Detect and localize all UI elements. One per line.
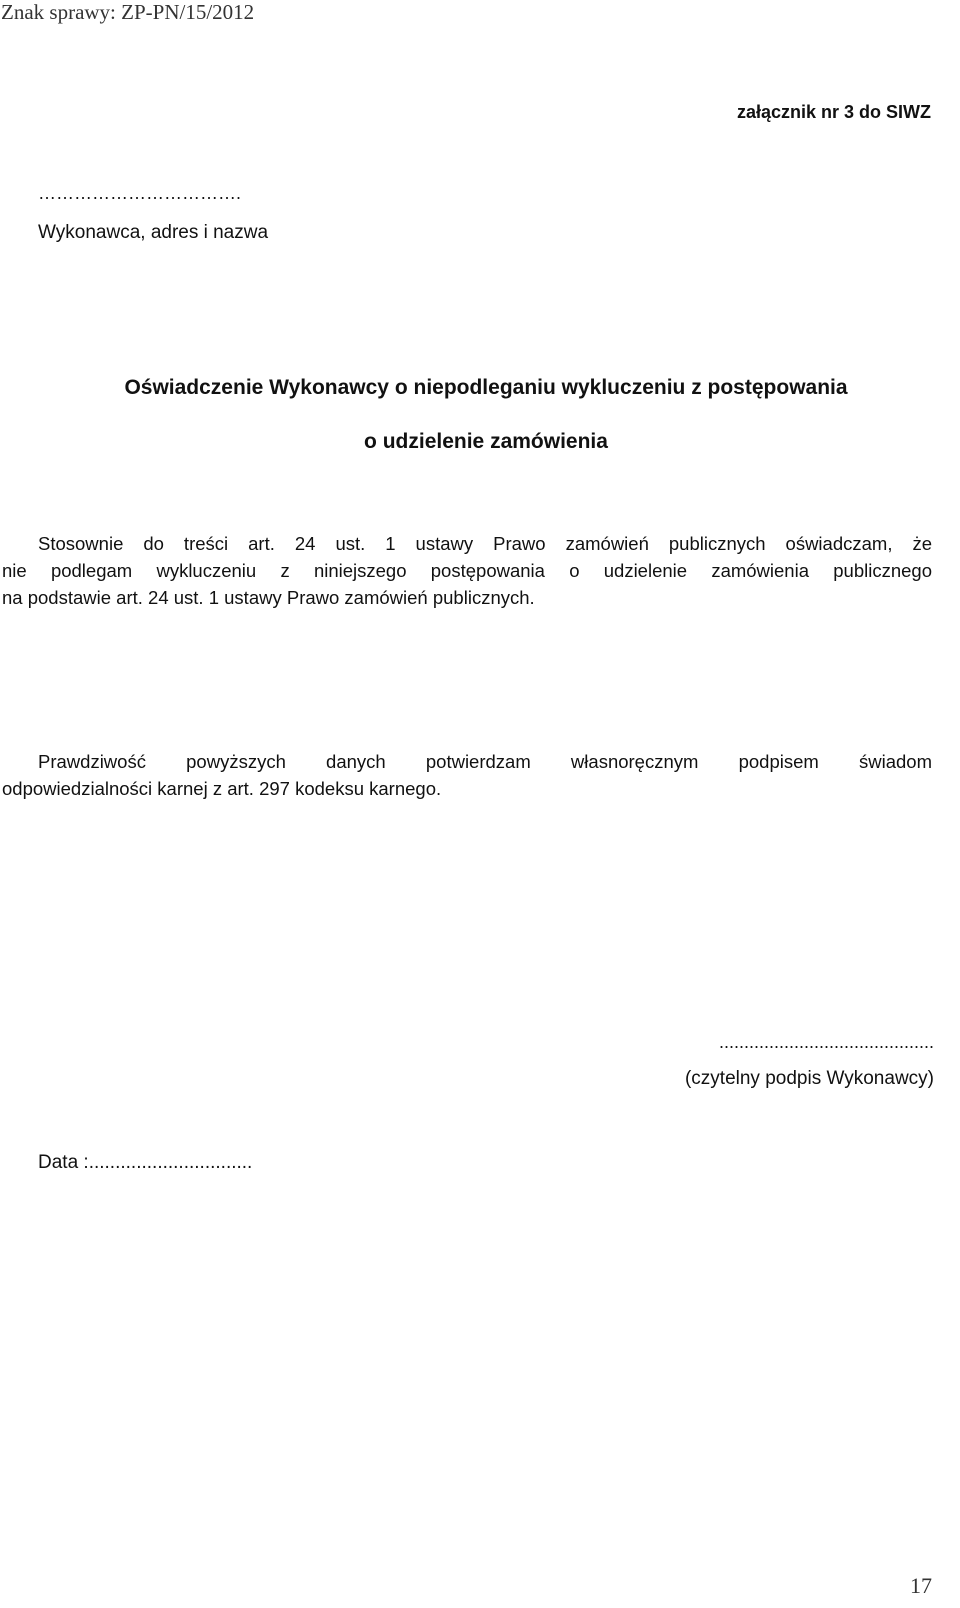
document-title-line-1: Oświadczenie Wykonawcy o niepodleganiu wykluczeniu z postępowania [124, 376, 848, 399]
statement-line-2: nie podlegam wykluczeniu z niniejszego postępowania o udzielenie zamówienia publicznego [2, 560, 932, 581]
page-number: 17 [910, 1573, 932, 1598]
contractor-label: Wykonawca, adres i nazwa [38, 222, 269, 243]
contractor-placeholder-dots: ……………………………. [38, 183, 242, 203]
signature-placeholder-dots: ........................................... [718, 1032, 934, 1052]
statement-line-3: na podstawie art. 24 ust. 1 ustawy Prawo zamówień publicznych. [2, 587, 535, 608]
truthfulness-line-1: Prawdziwość powyższych danych potwierdzam własnoręcznym podpisem świadom [38, 751, 932, 772]
truthfulness-paragraph [2, 748, 932, 802]
statement-line-1: Stosownie do treści art. 24 ust. 1 ustawy Prawo zamówień publicznych oświadczam, że [38, 533, 932, 554]
statement-paragraph [2, 530, 932, 611]
signature-label: (czytelny podpis Wykonawcy) [684, 1068, 934, 1089]
case-reference: Znak sprawy: ZP-PN/15/2012 [1, 0, 255, 24]
annex-label: załącznik nr 3 do SIWZ [736, 102, 931, 122]
date-field: Data :............................... [38, 1152, 253, 1173]
truthfulness-line-2: odpowiedzialności karnej z art. 297 kodeksu karnego. [2, 778, 442, 799]
document-title-line-2: o udzielenie zamówienia [364, 430, 608, 453]
